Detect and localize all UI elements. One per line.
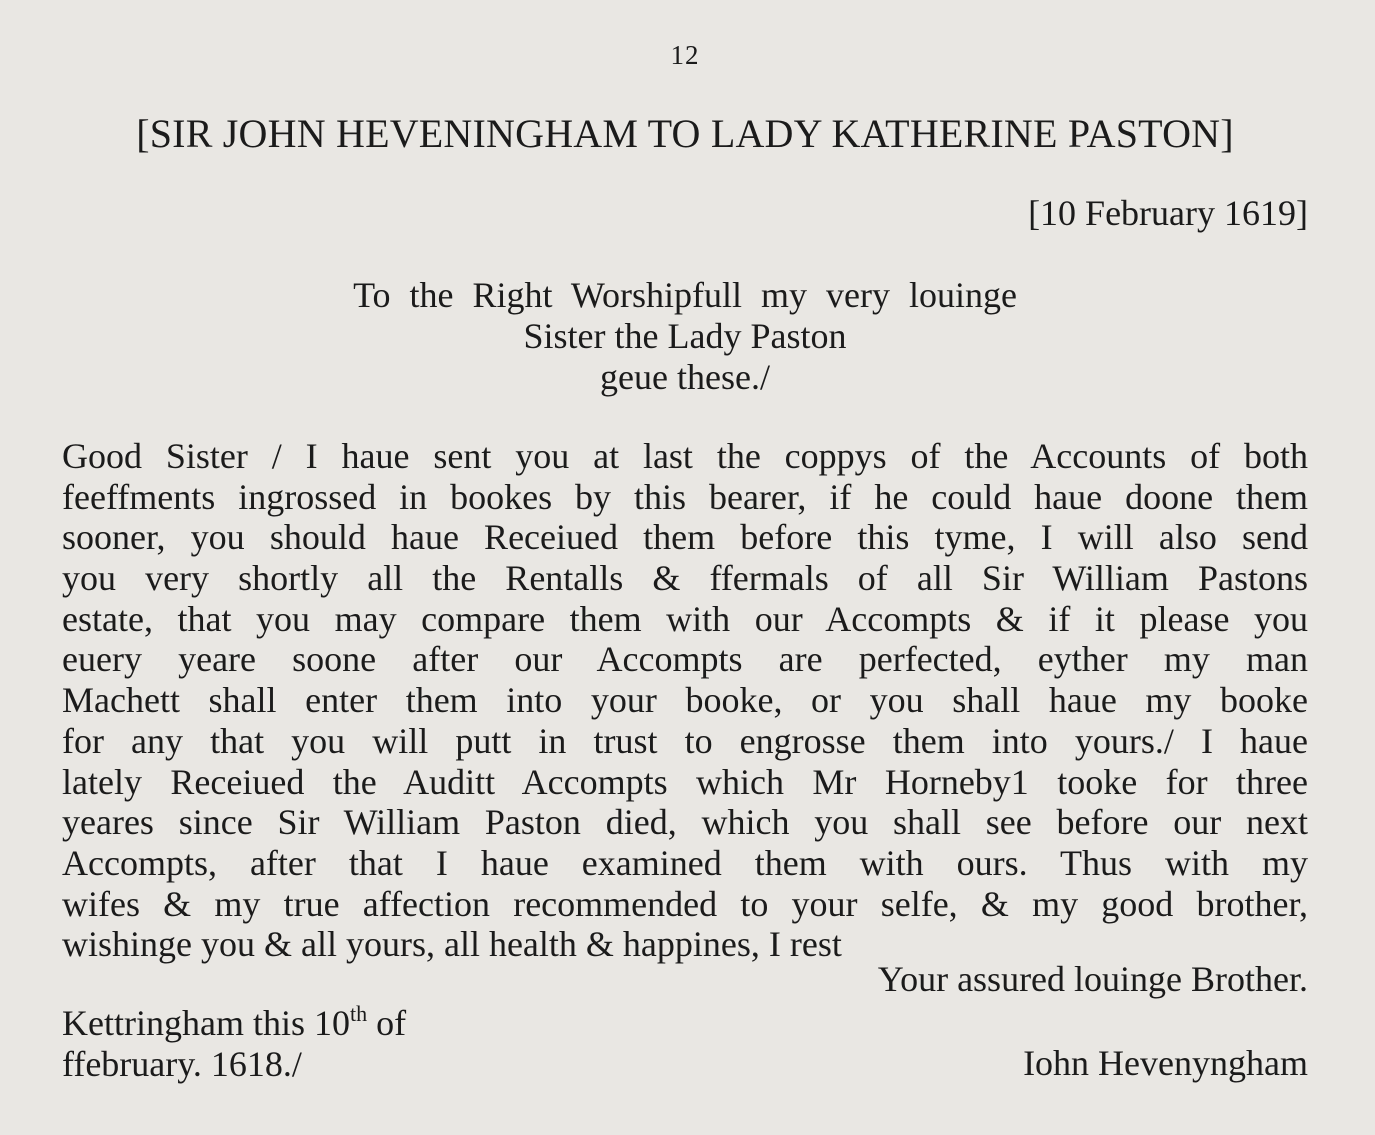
body-line: euery yeare soone after our Accompts are perfected, eyther my man <box>62 639 1308 680</box>
ordinal-superscript: th <box>349 1001 368 1026</box>
body-line: yeares since Sir William Paston died, which you shall see before our next <box>62 802 1308 843</box>
place-date-text: of <box>367 1003 407 1043</box>
body-line: for any that you will putt in trust to engrosse them into yours./ I haue <box>62 720 1308 761</box>
body-line: Machett shall enter them into your booke, or you shall haue my booke <box>62 680 1308 721</box>
letter-date: [10 February 1619] <box>1028 193 1308 233</box>
place-date-text: Kettringham this 10 <box>62 1003 350 1043</box>
place-date-line <box>62 1003 406 1044</box>
place-and-date <box>62 1003 406 1085</box>
letter-closing: Your assured louinge Brother. <box>877 959 1308 999</box>
signature: Iohn Hevenyngham <box>1023 1043 1308 1083</box>
body-line: lately Receiued the Auditt Accompts which Mr Horneby1 tooke for three <box>62 761 1308 802</box>
letter-page <box>62 0 1308 1135</box>
address-line: Sister the Lady Paston <box>523 316 847 356</box>
address-line: geue these./ <box>600 357 770 397</box>
letter-address <box>62 275 1308 398</box>
body-line: Accompts, after that I haue examined them with ours. Thus with my <box>62 842 1308 883</box>
body-line: Good Sister / I haue sent you at last the coppys of the Accounts of both <box>62 436 1308 476</box>
body-line: you very shortly all the Rentalls & ffermals of all Sir William Pastons <box>62 558 1308 599</box>
address-line: To the Right Worshipfull my very louinge <box>353 275 1017 315</box>
body-line: wifes & my true affection recommended to your selfe, & my good brother, <box>62 883 1308 924</box>
letter-title: [SIR JOHN HEVENINGHAM TO LADY KATHERINE PASTON] <box>136 111 1234 156</box>
body-line: estate, that you may compare them with our Accompts & if it please you <box>62 598 1308 639</box>
place-date-line: ffebruary. 1618./ <box>62 1044 302 1084</box>
letter-body <box>62 436 1308 965</box>
page-number: 12 <box>670 40 700 70</box>
body-line: wishinge you & all yours, all health & happines, I rest <box>62 924 842 965</box>
body-line: sooner, you should haue Receiued them before this tyme, I will also send <box>62 517 1308 558</box>
body-line: feeffments ingrossed in bookes by this bearer, if he could haue doone them <box>62 476 1308 517</box>
